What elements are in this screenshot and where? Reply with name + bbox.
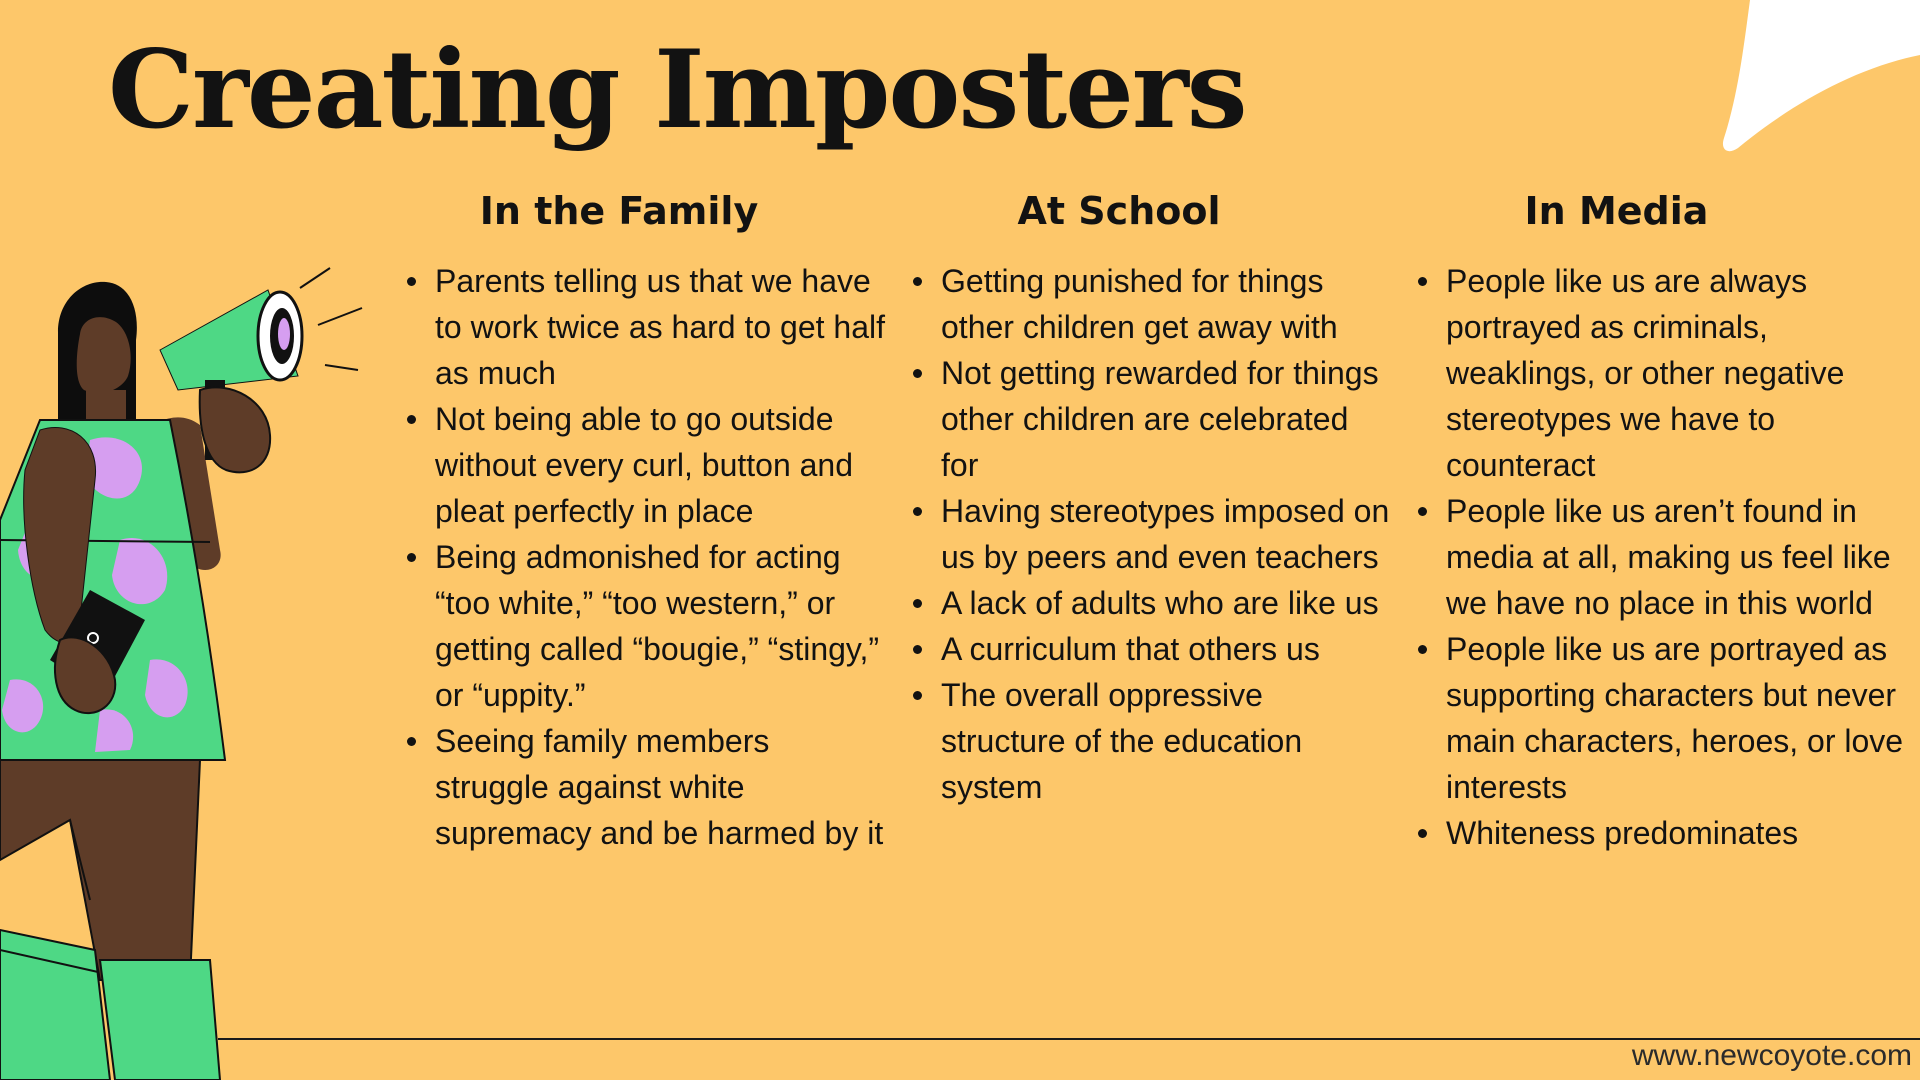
list-item: Having stereotypes imposed on us by peers and even teachers (904, 488, 1394, 580)
list-item: Whiteness predominates (1409, 810, 1914, 856)
list-item: Seeing family members struggle against white supremacy and be harmed by it (398, 718, 890, 856)
media-heading: In Media (1524, 189, 1709, 233)
family-heading: In the Family (479, 189, 759, 233)
media-list (1409, 258, 1914, 856)
list-item: Parents telling us that we have to work twice as hard to get half as much (398, 258, 890, 396)
list-item: Being admonished for acting “too white,” “too western,” or getting called “bougie,” “stingy,” or “uppity.” (398, 534, 890, 718)
corner-blob-shape (1720, 0, 1920, 160)
list-item: The overall oppressive structure of the education system (904, 672, 1394, 810)
list-item: A curriculum that others us (904, 626, 1394, 672)
footer-url: www.newcoyote.com (1631, 1039, 1912, 1072)
school-list (904, 258, 1394, 810)
woman-with-megaphone-illustration (0, 260, 370, 1080)
school-heading: At School (1017, 189, 1221, 233)
list-item: Not being able to go outside without every curl, button and pleat perfectly in place (398, 396, 890, 534)
list-item: A lack of adults who are like us (904, 580, 1394, 626)
list-item: People like us are always portrayed as criminals, weaklings, or other negative stereotypes we have to counteract (1409, 258, 1914, 488)
list-item: Getting punished for things other children get away with (904, 258, 1394, 350)
family-column (398, 186, 890, 856)
media-column (1409, 186, 1914, 856)
school-column (904, 186, 1394, 810)
list-item: People like us aren’t found in media at all, making us feel like we have no place in this world (1409, 488, 1914, 626)
family-list (398, 258, 890, 856)
list-item: People like us are portrayed as supporting characters but never main characters, heroes, or love interests (1409, 626, 1914, 810)
slide-title: Creating Imposters (108, 27, 1246, 153)
list-item: Not getting rewarded for things other children are celebrated for (904, 350, 1394, 488)
